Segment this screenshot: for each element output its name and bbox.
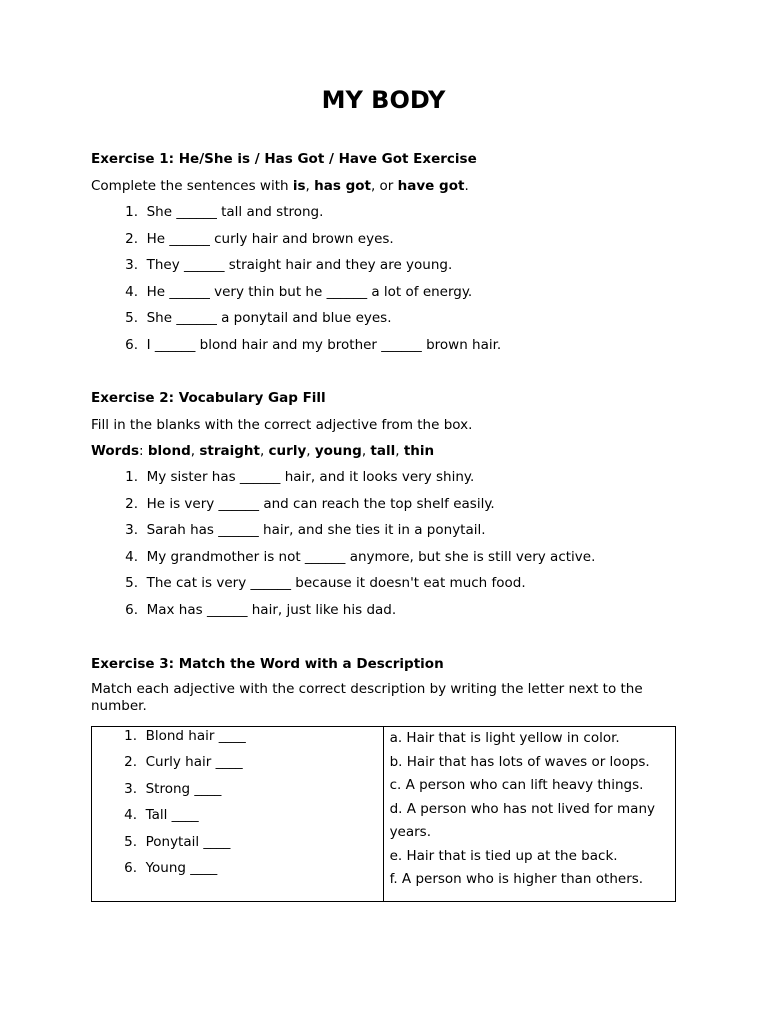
item-text: They ______ straight hair and they are young. [146,257,453,274]
item-number: 6. [124,859,137,876]
separator: , [361,443,371,459]
word-blond: blond [147,443,191,459]
item-number: 5. [125,310,138,327]
item-text: Curly hair ____ [145,754,243,771]
list-item [91,468,676,495]
list-item [91,283,676,310]
table-row [92,727,676,902]
item-text: Blond hair ____ [145,728,246,744]
word-curly: curly [268,443,307,459]
word-bank [91,442,676,460]
word-thin: thin [403,443,435,459]
item-text: She ______ a ponytail and blue eyes. [146,310,392,327]
list-item [91,548,676,575]
list-item [91,256,676,283]
item-number: 1. [125,204,138,220]
exercise-3-instruction: Match each adjective with the correct description by writing the letter next to the number. [91,681,643,714]
adjectives-column [92,727,384,902]
item-text: Tall ____ [145,807,199,824]
word-bank-label: Words [91,443,140,459]
list-item [91,601,676,628]
item-number: 5. [125,575,138,592]
list-item [91,336,676,363]
exercise-2-list [91,468,676,628]
descriptions-list [384,727,675,892]
separator: : [139,443,148,459]
exercise-1-list [91,203,676,363]
description-item: d. A person who has not lived for many years. [389,800,655,840]
item-number: 6. [125,601,138,618]
option-has-got: has got [314,178,371,194]
item-text: Sarah has ______ hair, and she ties it in a ponytail. [146,522,486,539]
list-item [91,230,676,257]
item-text: The cat is very ______ because it doesn't eat much food. [146,575,526,592]
item-text: She ______ tall and strong. [146,204,324,220]
descriptions-column [383,727,675,902]
matching-table [91,726,676,902]
separator: , [259,443,269,459]
separator: , [306,443,315,459]
exercise-1-instruction [91,177,676,195]
list-item [91,203,676,230]
item-number: 1. [124,728,137,744]
item-text: Ponytail ____ [145,833,231,850]
item-text: He ______ very thin but he ______ a lot of energy. [146,283,473,300]
word-young: young [314,443,362,459]
item-number: 4. [125,283,138,300]
description-item: f. A person who is higher than others. [389,871,644,887]
word-straight: straight [199,443,260,459]
list-item [92,753,383,779]
description-item: c. A person who can lift heavy things. [389,777,644,793]
item-number: 3. [125,522,138,539]
description-item: b. Hair that has lots of waves or loops. [389,753,650,770]
list-item [92,780,383,806]
exercise-2-heading: Exercise 2: Vocabulary Gap Fill [91,390,326,406]
exercise-1-heading: Exercise 1: He/She is / Has Got / Have Got Exercise [91,151,477,167]
item-number: 4. [125,548,138,565]
option-have-got: have got [397,178,465,194]
list-item [91,309,676,336]
item-text: I ______ blond hair and my brother ______ brown hair. [146,336,502,353]
description-item: a. Hair that is light yellow in color. [389,730,620,746]
item-text: He is very ______ and can reach the top shelf easily. [146,495,495,512]
item-number: 2. [124,754,137,771]
item-number: 1. [125,469,138,485]
item-text: Max has ______ hair, just like his dad. [146,601,397,618]
list-item [92,859,383,885]
item-text: Young ____ [145,859,218,876]
list-item [92,833,383,859]
exercise-3-section [91,655,676,715]
instruction-text: Complete the sentences with [91,178,293,194]
list-item [92,806,383,832]
item-number: 4. [124,807,137,824]
list-item [92,727,383,753]
item-number: 2. [125,230,138,247]
separator: , [395,443,404,459]
exercise-1-section [91,150,676,363]
word-tall: tall [370,443,396,459]
list-item [91,574,676,601]
separator: , [305,178,315,194]
list-item [91,521,676,548]
separator: , [190,443,200,459]
option-is: is [292,178,306,194]
item-text: My sister has ______ hair, and it looks very shiny. [146,469,475,485]
list-item [91,495,676,522]
separator: , or [370,178,398,194]
page-title: MY BODY [321,86,446,114]
item-number: 6. [125,336,138,353]
item-text: He ______ curly hair and brown eyes. [146,230,394,247]
item-number: 5. [124,833,137,850]
description-item: e. Hair that is tied up at the back. [389,847,618,864]
item-number: 3. [124,780,137,797]
item-text: Strong ____ [145,780,222,797]
item-number: 2. [125,495,138,512]
item-number: 3. [125,257,138,274]
instruction-end: . [464,178,469,194]
item-text: My grandmother is not ______ anymore, but she is still very active. [146,548,596,565]
exercise-3-heading: Exercise 3: Match the Word with a Description [91,656,444,672]
exercise-2-section [91,389,676,628]
adjectives-list [92,727,383,885]
exercise-2-instruction: Fill in the blanks with the correct adjective from the box. [91,417,473,433]
